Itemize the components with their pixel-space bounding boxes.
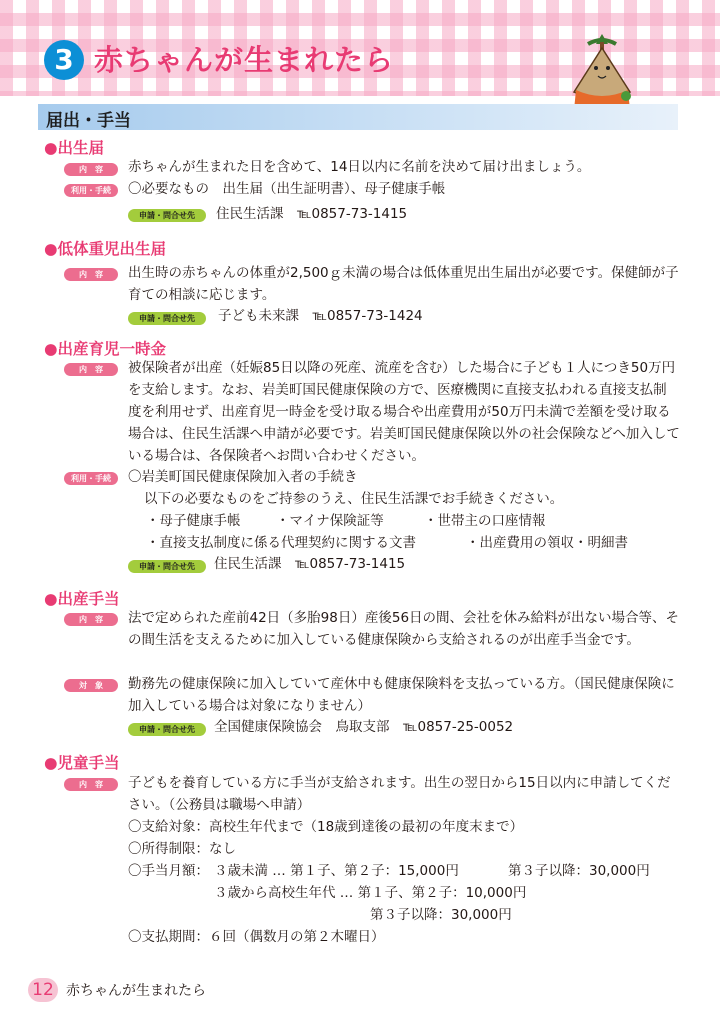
footer-title: 赤ちゃんが生まれたら — [66, 983, 206, 999]
chapter-title: 赤ちゃんが生まれたら — [94, 43, 395, 77]
label-target: 対 象 — [64, 679, 118, 692]
birth-need: 〇必要なもの 出生届（出生証明書）、母子健康手帳 — [128, 181, 446, 197]
lumpsum-proc-title: 〇岩美町国民健康保険加入者の手続き — [128, 469, 358, 485]
birth-contact: 住民生活課 ℡0857-73-1415 — [216, 206, 408, 222]
label-contact: 申請・問合せ先 — [128, 312, 206, 325]
heading-lump-sum: ●出産育児一時金 — [44, 340, 167, 358]
child-monthly-label: 〇手当月額： — [128, 863, 209, 879]
lumpsum-contact: 住民生活課 ℡0857-73-1415 — [214, 556, 406, 572]
heading-low-weight: ●低体重児出生届 — [44, 240, 167, 258]
lowweight-contact: 子ども未来課 ℡0857-73-1424 — [218, 308, 423, 324]
child-monthly-row2: ３歳から高校生年代 … 第１子、第２子：10,000円 — [214, 885, 527, 901]
chapter-number: 3 — [44, 40, 84, 80]
list-item: ・世帯主の口座情報 — [424, 513, 546, 529]
lowweight-content: 出生時の赤ちゃんの体重が2,500ｇ未満の場合は低体重児出生届出が必要です。保健師が子育ての相談に応じます。 — [128, 265, 679, 303]
child-payment-period: 〇支払期間：６回（偶数月の第２木曜日） — [128, 929, 385, 945]
child-monthly-row3: 第３子以降：30,000円 — [370, 907, 512, 923]
list-item: ・マイナ保険証等 — [276, 513, 384, 529]
child-monthly-row1: ３歳未満 … 第１子、第２子：15,000円 — [214, 863, 459, 879]
label-usage: 利用・手続 — [64, 472, 118, 485]
label-content: 内 容 — [64, 268, 118, 281]
label-content: 内 容 — [64, 363, 118, 376]
label-contact: 申請・問合せ先 — [128, 723, 206, 736]
label-content: 内 容 — [64, 163, 118, 176]
label-usage: 利用・手続 — [64, 184, 118, 197]
child-monthly-row1-third: 第３子以降：30,000円 — [508, 863, 650, 879]
list-item: ・母子健康手帳 — [146, 513, 241, 529]
birth-content: 赤ちゃんが生まれた日を含めて、14日以内に名前を決めて届け出ましょう。 — [128, 159, 591, 175]
section-title: 届出・手当 — [46, 111, 131, 131]
lumpsum-content: 被保険者が出産（妊娠85日以降の死産、流産を含む）した場合に子ども１人につき50万円を支給します。なお、岩美町国民健康保険の方で、医療機関に直接支払われる直接支払制度を利用せず、出産育児一時金を受け取る場合や出産費用が50万円未満で差額を受け取る場合は、住民生活課へ申請が必要です。岩美町国民健康保険以外の社会保険などへ加入している場合は、各保険者へお問い合わせください。 — [128, 360, 680, 464]
label-contact: 申請・問合せ先 — [128, 560, 206, 573]
child-eligibility: 〇支給対象：高校生年代まで（18歳到達後の最初の年度末まで） — [128, 819, 524, 835]
heading-child-allowance: ●児童手当 — [44, 754, 120, 772]
label-content: 内 容 — [64, 613, 118, 626]
label-content: 内 容 — [64, 778, 118, 791]
label-contact: 申請・問合せ先 — [128, 209, 206, 222]
child-content: 子どもを養育している方に手当が支給されます。出生の翌日から15日以内に申請してください。（公務員は職場へ申請） — [128, 775, 671, 813]
page-number: 12 — [28, 978, 58, 1002]
list-item: ・直接支払制度に係る代理契約に関する文書 — [146, 535, 416, 551]
lumpsum-proc-intro: 以下の必要なものをご持参のうえ、住民生活課でお手続きください。 — [144, 491, 564, 507]
child-income-limit: 〇所得制限：なし — [128, 841, 236, 857]
section-bar — [38, 104, 678, 130]
allowance-content: 法で定められた産前42日（多胎98日）産後56日の間、会社を休み給料が出ない場合等、その間生活を支えるために加入している健康保険から支給されるのが出産手当金です。 — [128, 610, 680, 648]
heading-maternity-allowance: ●出産手当 — [44, 590, 120, 608]
allowance-contact: 全国健康保険協会 鳥取支部 ℡0857-25-0052 — [214, 719, 514, 735]
heading-birth-registration: ●出生届 — [44, 139, 105, 157]
allowance-target: 勤務先の健康保険に加入していて産休中も健康保険料を支払っている方。（国民健康保険に加入している場合は対象になりません） — [128, 676, 675, 714]
list-item: ・出産費用の領収・明細書 — [466, 535, 628, 551]
